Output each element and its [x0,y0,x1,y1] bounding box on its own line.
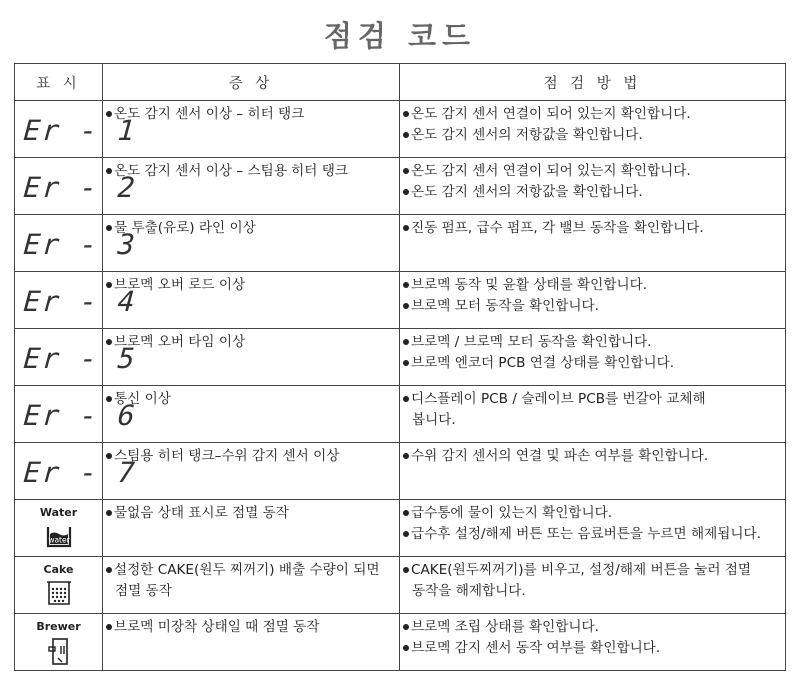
display-cell [15,329,138,386]
method-text: 디스플레이 PCB / 슬레이브 PCB를 번갈아 교체해 [411,391,706,407]
display-cell [15,557,103,614]
method-text: 진동 펌프, 급수 펌프, 각 밸브 동작을 확인합니다. [411,220,704,236]
error-code: Er - 2 [22,171,138,204]
table-row [15,500,786,557]
symbol-label: Brewer [36,620,81,633]
method-text: 봅니다. [412,412,456,428]
method-text: 브로멕 모터 동작을 확인합니다. [411,298,599,314]
method-text: 급수후 설정/해제 버튼 또는 음료버튼을 누르면 해제됩니다. [411,526,761,542]
method-text: CAKE(원두찌꺼기)를 비우고, 설정/해제 버튼을 눌러 점멸 [411,562,752,578]
display-cell [15,272,138,329]
symptom-text: 온도 감지 센서 이상 – 스팀용 히터 탱크 [114,163,349,179]
method-text: 브로멕 / 브로멕 모터 동작을 확인합니다. [411,334,652,350]
method-cell [400,614,786,671]
display-cell [15,215,138,272]
bullet-icon [403,645,409,651]
method-cell [400,101,786,158]
bullet-icon [403,624,409,630]
header-symptom: 증 상 [103,64,400,101]
bullet-icon [403,339,409,345]
method-cell [400,215,786,272]
method-cell [400,272,786,329]
method-cell [400,443,786,500]
bullet-icon [403,168,409,174]
method-text: 브로멕 감지 센서 동작 여부를 확인합니다. [411,640,661,656]
method-cell [400,557,786,614]
bullet-icon [106,567,112,573]
table-row [15,557,786,614]
symptom-text: 점멸 동작 [115,583,172,599]
display-cell [15,101,138,158]
display-cell [15,614,103,671]
symbol-label: Water [39,506,78,519]
error-code: Er - 5 [22,342,138,375]
symptom-text: 통신 이상 [114,391,171,407]
display-cell [15,500,103,557]
method-text: 온도 감지 센서 연결이 되어 있는지 확인합니다. [411,163,691,179]
symptom-text: 브로멕 미장착 상태일 때 점멸 동작 [114,619,320,635]
method-text: 온도 감지 센서 연결이 되어 있는지 확인합니다. [411,106,691,122]
header-display: 표 시 [15,64,103,101]
method-cell [400,386,786,443]
symptom-text: 물 투출(유로) 라인 이상 [114,220,256,236]
symptom-text: 스팀용 히터 탱크–수위 감지 센서 이상 [114,448,340,464]
symptom-cell [103,101,400,158]
header-method: 점 검 방 법 [400,64,786,101]
table-row [15,386,786,443]
bullet-icon [403,567,409,573]
symptom-cell [103,557,400,614]
display-cell [15,443,138,500]
symptom-text: 온도 감지 센서 이상 – 히터 탱크 [114,106,305,122]
bullet-icon [403,225,409,231]
symptom-cell [103,443,400,500]
bullet-icon [403,282,409,288]
method-text: 온도 감지 센서의 저항값을 확인합니다. [411,127,643,143]
bullet-icon [403,453,409,459]
symptom-cell [103,386,400,443]
bullet-icon [403,396,409,402]
method-text: 급수통에 물이 있는지 확인합니다. [411,505,613,521]
status-symbol [15,500,102,552]
symptom-text: 설정한 CAKE(원두 찌꺼기) 배출 수량이 되면 [114,562,380,578]
table-row [15,272,786,329]
error-code: Er - 1 [22,114,138,147]
bullet-icon [403,531,409,537]
bullet-icon [403,132,409,138]
symptom-cell [103,500,400,557]
brewer-icon [15,636,102,670]
bullet-icon [403,111,409,117]
table-row [15,614,786,671]
method-text: 수위 감지 센서의 연결 및 파손 여부를 확인합니다. [411,448,709,464]
method-cell [400,329,786,386]
symptom-text: 브로멕 오버 타임 이상 [114,334,246,350]
symbol-label: Cake [43,563,74,576]
symptom-text: 브로멕 오버 로드 이상 [114,277,246,293]
display-cell [15,158,138,215]
error-code: Er - 4 [22,285,138,318]
error-code: Er - 3 [22,228,138,261]
method-text: 브로멕 엔코더 PCB 연결 상태를 확인합니다. [411,355,675,371]
bullet-icon [403,303,409,309]
method-text: 브로멕 조립 상태를 확인합니다. [411,619,599,635]
error-code: Er - 7 [22,456,138,489]
method-text: 동작을 해제합니다. [412,583,526,599]
method-cell [400,500,786,557]
bullet-icon [403,360,409,366]
display-cell [15,386,138,443]
table-header-row [15,64,786,101]
method-text: 온도 감지 센서의 저항값을 확인합니다. [411,184,643,200]
water-icon-text: water [47,535,70,545]
coffee-grounds-icon [15,579,102,611]
symptom-text: 물없음 상태 표시로 점멸 동작 [114,505,289,521]
bullet-icon [106,510,112,516]
bullet-icon [106,624,112,630]
table-row [15,329,786,386]
table-row [15,443,786,500]
error-code: Er - 6 [22,399,138,432]
status-symbol [15,557,102,611]
table-row [15,215,786,272]
bullet-icon [403,510,409,516]
symptom-cell [103,614,400,671]
water-tank-icon [15,522,102,552]
page-title: 점검 코드 [323,19,477,53]
status-symbol [15,614,102,670]
bullet-icon [403,189,409,195]
method-cell [400,158,786,215]
symptom-cell [103,158,400,215]
error-code-table [14,63,786,671]
method-text: 브로멕 동작 및 윤활 상태를 확인합니다. [411,277,648,293]
symptom-cell [103,272,400,329]
table-row [15,101,786,158]
symptom-cell [103,215,400,272]
table-row [15,158,786,215]
symptom-cell [103,329,400,386]
